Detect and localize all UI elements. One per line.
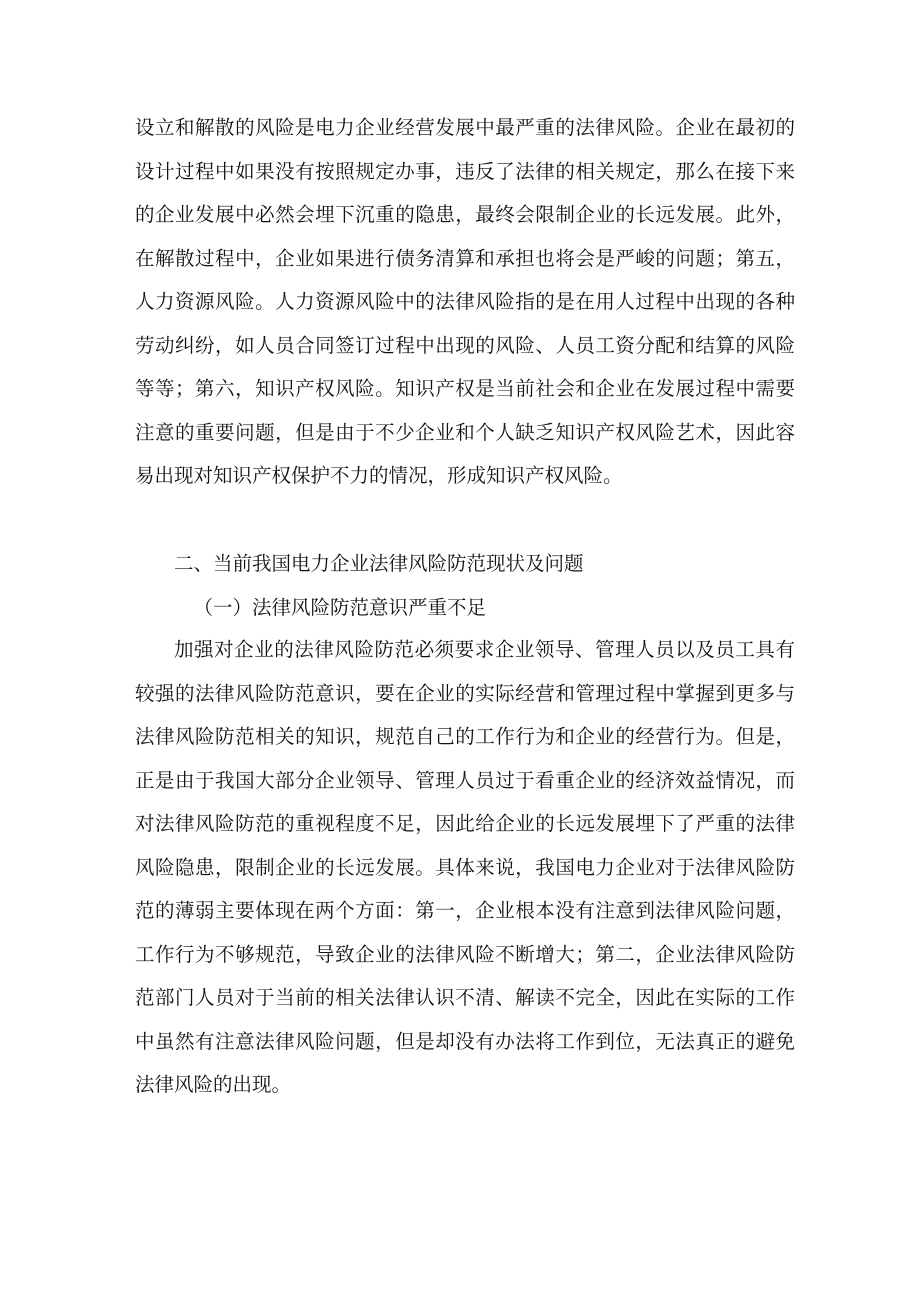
section-heading: 二、当前我国电力企业法律风险防范现状及问题 [174, 552, 584, 575]
body-paragraph-risk-types: 设立和解散的风险是电力企业经营发展中最严重的法律风险。企业在最初的设计过程中如果没有按照规定办事，违反了法律的相关规定，那么在接下来的企业发展中必然会埋下沉重的隐患，最终会限制企业的长远发展。此外，在解散过程中，企业如果进行债务清算和承担也将会是严峻的问题；第五，人力资源风险。人力资源风险中的法律风险指的是在用人过程中出现的各种劳动纠纷，如人员合同签订过程中出现的风险、人员工资分配和结算的风险等等；第六，知识产权风险。知识产权是当前社会和企业在发展过程中需要注意的重要问题，但是由于不少企业和个人缺乏知识产权风险艺术，因此容易出现对知识产权保护不力的情况，形成知识产权风险。 [135, 116, 795, 487]
body-paragraph-awareness: 加强对企业的法律风险防范必须要求企业领导、管理人员以及员工具有较强的法律风险防范意识，要在企业的实际经营和管理过程中掌握到更多与法律风险防范相关的知识，规范自己的工作行为和企业的经营行为。但是，正是由于我国大部分企业领导、管理人员过于看重企业的经济效益情况，而对法律风险防范的重视程度不足，因此给企业的长远发展埋下了严重的法律风险隐患，限制企业的长远发展。具体来说，我国电力企业对于法律风险防范的薄弱主要体现在两个方面：第一，企业根本没有注意到法律风险问题，工作行为不够规范，导致企业的法律风险不断增大；第二，企业法律风险防范部门人员对于当前的相关法律认识不清、解读不完全，因此在实际的工作中虽然有注意法律风险问题，但是却没有办法将工作到位，无法真正的避免法律风险的出现。 [135, 638, 795, 1096]
subsection-heading: （一）法律风险防范意识严重不足 [193, 596, 487, 619]
